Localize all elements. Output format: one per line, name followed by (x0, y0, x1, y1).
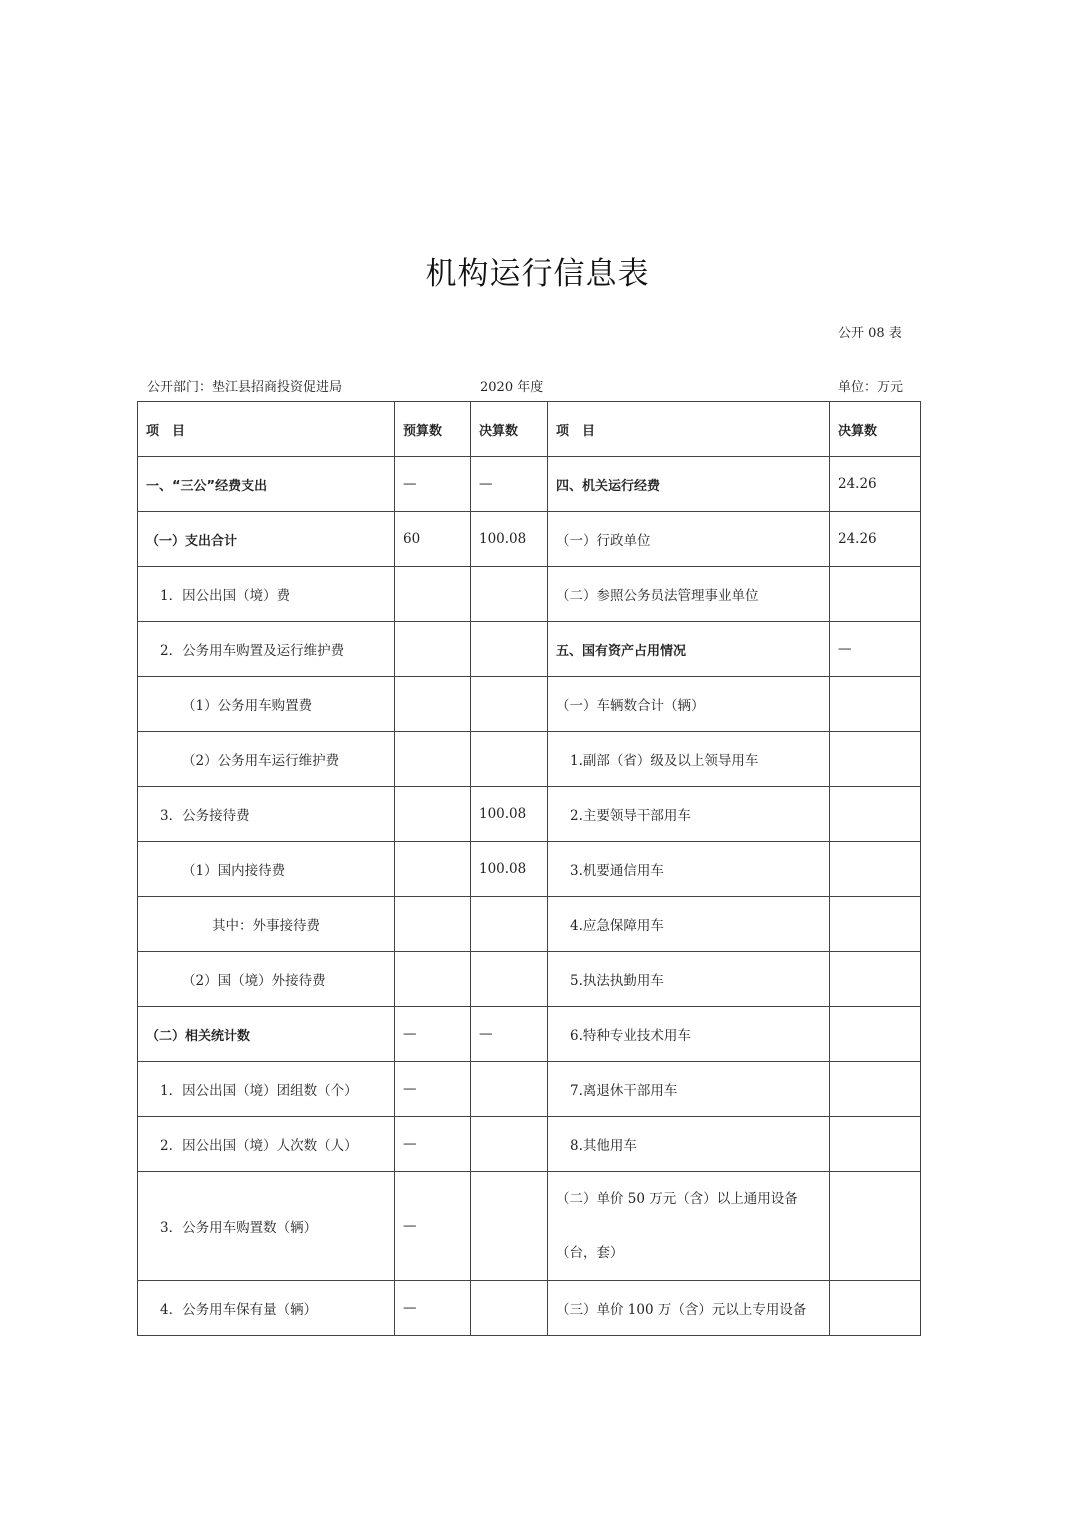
row-right-final (830, 1007, 921, 1062)
table-row (138, 1117, 921, 1172)
table-row (138, 622, 921, 677)
row-right-final: 24.26 (830, 457, 921, 512)
row-right-final (830, 787, 921, 842)
header-final-left: 决算数 (471, 402, 548, 457)
row-budget (395, 842, 471, 897)
row-left-label: （1）公务用车购置费 (138, 677, 395, 732)
row-budget (395, 622, 471, 677)
row-right-label: 2.主要领导干部用车 (548, 787, 830, 842)
row-final: — (471, 457, 548, 512)
row-right-final (830, 1062, 921, 1117)
row-right-label: （三）单价 100 万（含）元以上专用设备 (548, 1281, 830, 1336)
table-row (138, 787, 921, 842)
page-title: 机构运行信息表 (425, 256, 650, 292)
row-final (471, 622, 548, 677)
row-budget (395, 732, 471, 787)
table-row (138, 567, 921, 622)
row-right-label-line2: （台，套） (556, 1245, 624, 1261)
row-right-label: 6.特种专业技术用车 (548, 1007, 830, 1062)
row-final: 100.08 (471, 842, 548, 897)
row-budget (395, 677, 471, 732)
row-left-label: 1．因公出国（境）费 (138, 567, 395, 622)
row-budget (395, 567, 471, 622)
row-left-label: 3．公务接待费 (138, 787, 395, 842)
row-left-label: 4．公务用车保有量（辆） (138, 1281, 395, 1336)
row-left-label: （2）公务用车运行维护费 (138, 732, 395, 787)
row-budget: — (395, 1007, 471, 1062)
row-final (471, 897, 548, 952)
unit-label: 单位：万元 (838, 380, 904, 395)
row-final (471, 732, 548, 787)
row-right-final (830, 952, 921, 1007)
row-right-label-multiline (548, 1172, 830, 1281)
table-row (138, 1281, 921, 1336)
row-right-label: 8.其他用车 (548, 1117, 830, 1172)
row-final (471, 677, 548, 732)
row-left-label: 其中：外事接待费 (138, 897, 395, 952)
row-budget (395, 897, 471, 952)
row-right-final (830, 1117, 921, 1172)
table-row (138, 1062, 921, 1117)
row-left-label: （二）相关统计数 (138, 1007, 395, 1062)
table-row (138, 897, 921, 952)
row-right-final (830, 1281, 921, 1336)
row-budget: — (395, 1117, 471, 1172)
table-row (138, 842, 921, 897)
row-left-label: 3．公务用车购置数（辆） (138, 1172, 395, 1281)
row-left-label: 1．因公出国（境）团组数（个） (138, 1062, 395, 1117)
table-row (138, 677, 921, 732)
header-final-right: 决算数 (830, 402, 921, 457)
row-budget: — (395, 1172, 471, 1281)
table-header-row (138, 402, 921, 457)
row-right-label: 3.机要通信用车 (548, 842, 830, 897)
row-final (471, 567, 548, 622)
table-row (138, 732, 921, 787)
row-right-label: 4.应急保障用车 (548, 897, 830, 952)
row-right-label: （二）参照公务员法管理事业单位 (548, 567, 830, 622)
row-right-label: 1.副部（省）级及以上领导用车 (548, 732, 830, 787)
row-right-label: （一）车辆数合计（辆） (548, 677, 830, 732)
row-left-label: （2）国（境）外接待费 (138, 952, 395, 1007)
row-right-final (830, 567, 921, 622)
department-label: 公开部门：垫江县招商投资促进局 (147, 380, 343, 395)
row-right-final (830, 677, 921, 732)
row-final (471, 952, 548, 1007)
row-right-final: 24.26 (830, 512, 921, 567)
table-row (138, 952, 921, 1007)
row-right-final: — (830, 622, 921, 677)
row-right-label: （一）行政单位 (548, 512, 830, 567)
row-left-label: 2．公务用车购置及运行维护费 (138, 622, 395, 677)
row-final: — (471, 1007, 548, 1062)
row-budget (395, 787, 471, 842)
row-right-final (830, 897, 921, 952)
header-item-right: 项 目 (548, 402, 830, 457)
row-budget: — (395, 457, 471, 512)
row-left-label: 一、“三公”经费支出 (138, 457, 395, 512)
row-final: 100.08 (471, 512, 548, 567)
row-right-final (830, 1172, 921, 1281)
row-right-label: 五、国有资产占用情况 (548, 622, 830, 677)
row-right-final (830, 732, 921, 787)
year-label: 2020 年度 (480, 380, 544, 395)
table-row (138, 457, 921, 512)
row-left-label: （一）支出合计 (138, 512, 395, 567)
row-budget (395, 952, 471, 1007)
table-row (138, 512, 921, 567)
row-right-label: 四、机关运行经费 (548, 457, 830, 512)
row-final: 100.08 (471, 787, 548, 842)
form-code: 公开 08 表 (838, 326, 902, 341)
row-final (471, 1117, 548, 1172)
table-row (138, 1007, 921, 1062)
row-left-label: （1）国内接待费 (138, 842, 395, 897)
row-budget: — (395, 1281, 471, 1336)
info-table (137, 401, 921, 1336)
row-final (471, 1281, 548, 1336)
row-budget: — (395, 1062, 471, 1117)
row-right-label: 7.离退休干部用车 (548, 1062, 830, 1117)
row-right-label-line1: （二）单价 50 万元（含）以上通用设备 (556, 1191, 798, 1207)
row-right-final (830, 842, 921, 897)
table-row (138, 1172, 921, 1281)
row-right-label: 5.执法执勤用车 (548, 952, 830, 1007)
row-final (471, 1172, 548, 1281)
header-budget: 预算数 (395, 402, 471, 457)
header-item-left: 项 目 (138, 402, 395, 457)
row-final (471, 1062, 548, 1117)
row-left-label: 2．因公出国（境）人次数（人） (138, 1117, 395, 1172)
row-budget: 60 (395, 512, 471, 567)
